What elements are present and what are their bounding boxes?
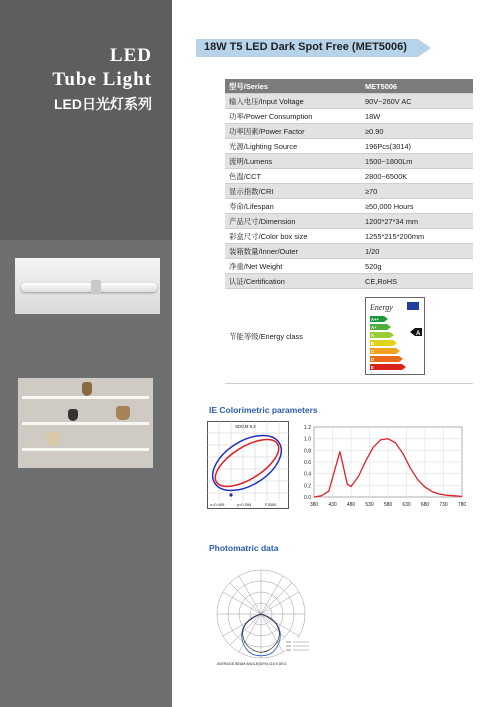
spec-value: 1500~1800Lm: [361, 154, 473, 169]
spec-key: 寿命/Lifespan: [225, 199, 361, 214]
spectrum-x-tick: 680: [420, 502, 430, 508]
table-row: [225, 154, 473, 169]
spectrum-x-tick: 730: [439, 502, 448, 508]
energy-label-icon: [365, 297, 425, 375]
display-shelf-photo: [18, 378, 153, 468]
spectrum-y-tick: 0.6: [304, 460, 311, 466]
energy-grade-bar-label: A++: [371, 317, 379, 322]
energy-grade-bar: [370, 340, 397, 346]
table-row: [225, 169, 473, 184]
spec-value: 1255*215*200mm: [361, 229, 473, 244]
cie-x-value: x=0.409: [210, 502, 225, 507]
table-row: [225, 244, 473, 259]
table-row: [225, 94, 473, 109]
brand-line-2: Tube Light: [52, 69, 152, 90]
left-panel-top: [0, 0, 172, 240]
spectrum-x-tick: 480: [346, 502, 356, 508]
spec-key: 功率因素/Power Factor: [225, 124, 361, 139]
spec-value: 90V~260V AC: [361, 94, 473, 109]
spec-key: 显示指数/CRI: [225, 184, 361, 199]
shoe-image: [68, 409, 78, 421]
spec-table: [225, 79, 473, 384]
spec-value: 1200*27*34 mm: [361, 214, 473, 229]
energy-class-key: 节能等级/Energy class: [225, 289, 361, 384]
spectrum-x-tick: 780: [457, 502, 467, 508]
spectrum-x-tick: 430: [328, 502, 337, 508]
shelf-board: [22, 448, 149, 451]
spectrum-y-tick: 0.2: [304, 483, 311, 490]
spectrum-y-tick: 1.2: [304, 425, 311, 431]
spec-value: ≥50,000 Hours: [361, 199, 473, 214]
table-row: [225, 259, 473, 274]
energy-grade-bar-label: C: [371, 349, 375, 354]
spectrum-x-tick: 530: [365, 502, 374, 508]
cie-cct-value: F3500: [265, 502, 277, 507]
cie-point: [229, 493, 232, 496]
energy-grade-bar-label: D: [371, 357, 375, 362]
table-row: [225, 214, 473, 229]
spectrum-chart: [296, 421, 468, 513]
spec-table-header: [225, 79, 473, 94]
energy-class-row: [225, 289, 473, 384]
spec-value: 2800~6500K: [361, 169, 473, 184]
table-row: [225, 274, 473, 289]
product-title: 18W T5 LED Dark Spot Free (MET5006): [204, 41, 407, 53]
shelf-board: [22, 396, 149, 399]
spectrum-y-tick: 1.0: [304, 436, 311, 443]
handbag-image: [116, 406, 130, 420]
brand-line-1: LED: [109, 45, 152, 66]
product-title-bar: [196, 39, 431, 57]
spec-key: 产品尺寸/Dimension: [225, 214, 361, 229]
spec-key: 净重/Net Weight: [225, 259, 361, 274]
spec-key: 认证/Certification: [225, 274, 361, 289]
energy-label-word: Energy: [370, 303, 393, 312]
table-row: [225, 109, 473, 124]
table-row: [225, 139, 473, 154]
cie-y-value: y=0.394: [237, 502, 252, 507]
spec-value: ≥0.90: [361, 124, 473, 139]
energy-class-cell: [361, 289, 473, 384]
spec-key: 输入电压/Input Voltage: [225, 94, 361, 109]
cie-diagram: [207, 421, 289, 509]
spec-key: 彩盒尺寸/Color box size: [225, 229, 361, 244]
spectrum-x-tick: 580: [383, 502, 393, 508]
tube-connector-image: [91, 280, 101, 294]
handbag-image: [46, 432, 60, 446]
shoe-image: [82, 382, 92, 396]
energy-grade-bar: [370, 356, 403, 362]
spec-value: 18W: [361, 109, 473, 124]
table-row: [225, 184, 473, 199]
energy-grade-bar-label: B: [371, 341, 375, 346]
table-row: [225, 229, 473, 244]
photometric-title: Photomatric data: [209, 543, 279, 553]
cie-top-label: SDCM 8.2: [235, 424, 256, 429]
shelf-board: [22, 422, 149, 425]
spec-key: 色温/CCT: [225, 169, 361, 184]
spec-header-key: 型号/Series: [225, 79, 361, 94]
spec-key: 功率/Power Consumption: [225, 109, 361, 124]
table-row: [225, 199, 473, 214]
tube-image: [21, 283, 157, 292]
table-row: [225, 124, 473, 139]
spectrum-y-tick: 0.4: [304, 471, 311, 478]
brand-block: [52, 44, 152, 114]
polar-light-distribution-chart: [209, 562, 319, 672]
energy-grade: A: [416, 331, 421, 337]
eu-flag-icon: [407, 302, 419, 310]
spec-value: CE,RoHS: [361, 274, 473, 289]
spec-value: ≥70: [361, 184, 473, 199]
spec-key: 流明/Lumens: [225, 154, 361, 169]
spec-value: 1/20: [361, 244, 473, 259]
spec-key: 装箱数量/Inner/Outer: [225, 244, 361, 259]
tube-photo: [15, 258, 160, 314]
energy-grade-bar-label: A+: [371, 325, 377, 330]
energy-grade-bar-label: A: [371, 333, 375, 338]
spec-header-value: MET5006: [361, 79, 473, 94]
spec-key: 光源/Lighting Source: [225, 139, 361, 154]
spec-value: 196Pcs(3014): [361, 139, 473, 154]
left-panel: [0, 0, 172, 707]
spectrum-x-tick: 380: [309, 502, 319, 508]
spec-value: 520g: [361, 259, 473, 274]
energy-grade-bar: [370, 364, 406, 370]
brand-line-3: LED日光灯系列: [54, 96, 152, 112]
spectrum-y-tick: 0.0: [304, 495, 311, 501]
energy-grade-bar-label: E: [371, 365, 374, 370]
energy-grade-bar: [370, 348, 400, 354]
colorimetric-title: IE Colorimetric parameters: [209, 405, 318, 415]
spectrum-x-tick: 630: [402, 502, 411, 508]
energy-label-graphic: [366, 298, 424, 374]
spectrum-y-tick: 0.8: [304, 448, 311, 455]
beam-angle-text: AVERAGE BEAM ANGLE(50%):115.9 DEG: [217, 662, 287, 666]
